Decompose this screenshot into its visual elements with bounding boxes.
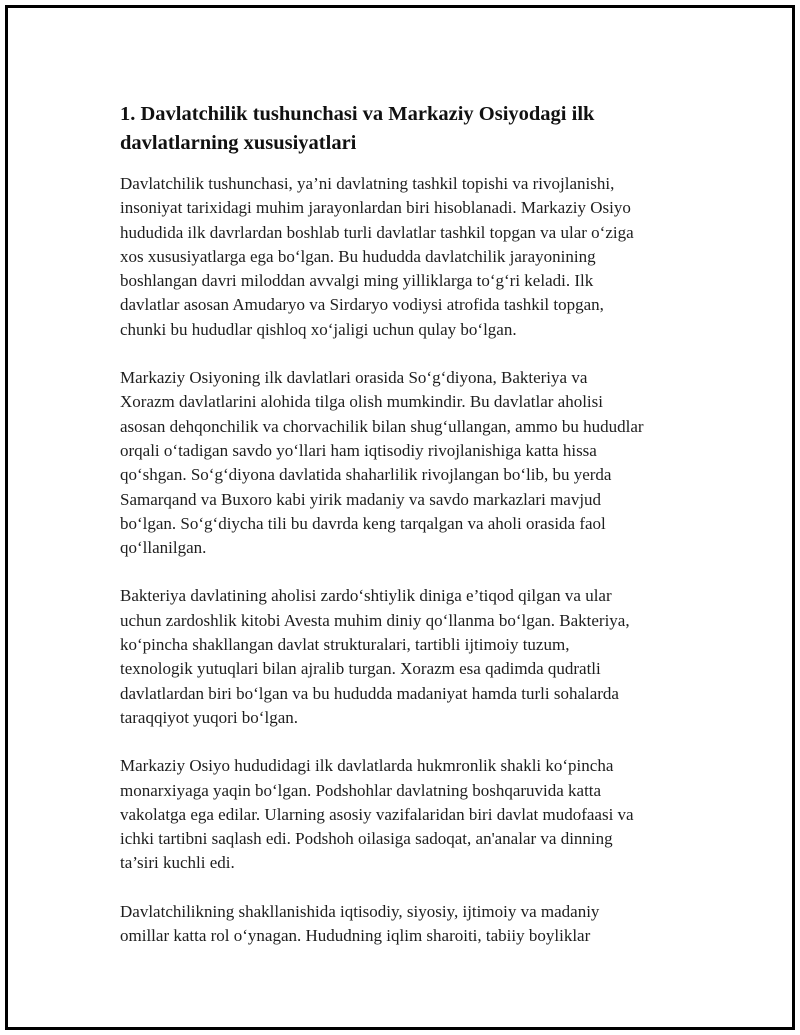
page-frame (5, 5, 795, 1030)
text-line: bo‘lgan. So‘g‘diycha tili bu davrda keng tarqalgan va aholi orasida faol (120, 513, 606, 533)
text-line: monarxiyaga yaqin bo‘lgan. Podshohlar davlatning boshqaruvida katta (120, 780, 602, 800)
text-line: orqali o‘tadigan savdo yo‘llari ham iqtisodiy rivojlanishiga katta hissa (120, 440, 597, 460)
text-line: qo‘llanilgan. (120, 538, 207, 558)
paragraph (120, 754, 705, 875)
paragraph (120, 366, 705, 560)
text-line: Samarqand va Buxoro kabi yirik madaniy va savdo markazlari mavjud (120, 489, 602, 509)
heading-line: 1. Davlatchilik tushunchasi va Markaziy Osiyodagi ilk (120, 103, 595, 125)
text-line: Davlatchilik tushunchasi, ya’ni davlatning tashkil topishi va rivojlanishi, (120, 174, 615, 193)
text-line: boshlangan davri miloddan avvalgi ming yilliklarga to‘g‘ri keladi. Ilk (120, 271, 594, 291)
text-line: omillar katta rol o‘ynagan. Hududning iqlim sharoiti, tabiiy boyliklar (120, 926, 591, 946)
text-line: Markaziy Osiyoning ilk davlatlari orasida So‘g‘diyona, Bakteriya va (120, 368, 588, 388)
paragraph (120, 172, 705, 342)
text-line: asosan dehqonchilik va chorvachilik bilan shug‘ullangan, ammo bu hududlar (120, 416, 644, 436)
text-line: davlatlardan biri bo‘lgan va bu hududda madaniyat hamda turli sohalarda (120, 683, 619, 703)
text-line: taraqqiyot yuqori bo‘lgan. (120, 707, 298, 727)
text-line: Markaziy Osiyo hududidagi ilk davlatlarda hukmronlik shakli ko‘pincha (120, 756, 614, 776)
text-line: qo‘shgan. So‘g‘diyona davlatida shaharlilik rivojlangan bo‘lib, bu yerda (120, 465, 612, 485)
text-line: chunki bu hududlar qishloq xo‘jaligi uchun qulay bo‘lgan. (120, 319, 517, 339)
paragraph (120, 584, 705, 730)
text-line: uchun zardoshlik kitobi Avesta muhim diniy qo‘llanma bo‘lgan. Bakteriya, (120, 610, 630, 630)
section-heading (120, 100, 705, 158)
text-line: Bakteriya davlatining aholisi zardo‘shtiylik diniga e’tiqod qilgan va ular (120, 586, 612, 606)
text-line: hududida ilk davrlardan boshlab turli davlatlar tashkil topgan va ular o‘ziga (120, 222, 634, 242)
text-line: xos xususiyatlarga ega bo‘lgan. Bu hududda davlatchilik jarayonining (120, 246, 596, 266)
text-line: Davlatchilikning shakllanishida iqtisodiy, siyosiy, ijtimoiy va madaniy (120, 901, 600, 921)
text-line: ichki tartibni saqlash edi. Podshoh oilasiga sadoqat, an'analar va dinning (120, 829, 613, 849)
text-line: ko‘pincha shakllangan davlat strukturalari, tartibli ijtimoiy tuzum, (120, 635, 570, 655)
text-line: davlatlar asosan Amudaryo va Sirdaryo vodiysi atrofida tashkil topgan, (120, 295, 604, 315)
document-body (120, 100, 705, 972)
text-line: insoniyat tarixidagi muhim jarayonlardan biri hisoblanadi. Markaziy Osiyo (120, 198, 631, 218)
text-line: vakolatga ega edilar. Ularning asosiy vazifalaridan biri davlat mudofaasi va (120, 804, 634, 824)
text-line: Xorazm davlatlarini alohida tilga olish mumkindir. Bu davlatlar aholisi (120, 392, 603, 412)
text-line: texnologik yutuqlari bilan ajralib turgan. Xorazm esa qadimda qudratli (120, 659, 601, 679)
paragraph (120, 900, 705, 949)
text-line: ta’siri kuchli edi. (120, 853, 235, 873)
heading-line: davlatlarning xususiyatlari (120, 132, 357, 154)
